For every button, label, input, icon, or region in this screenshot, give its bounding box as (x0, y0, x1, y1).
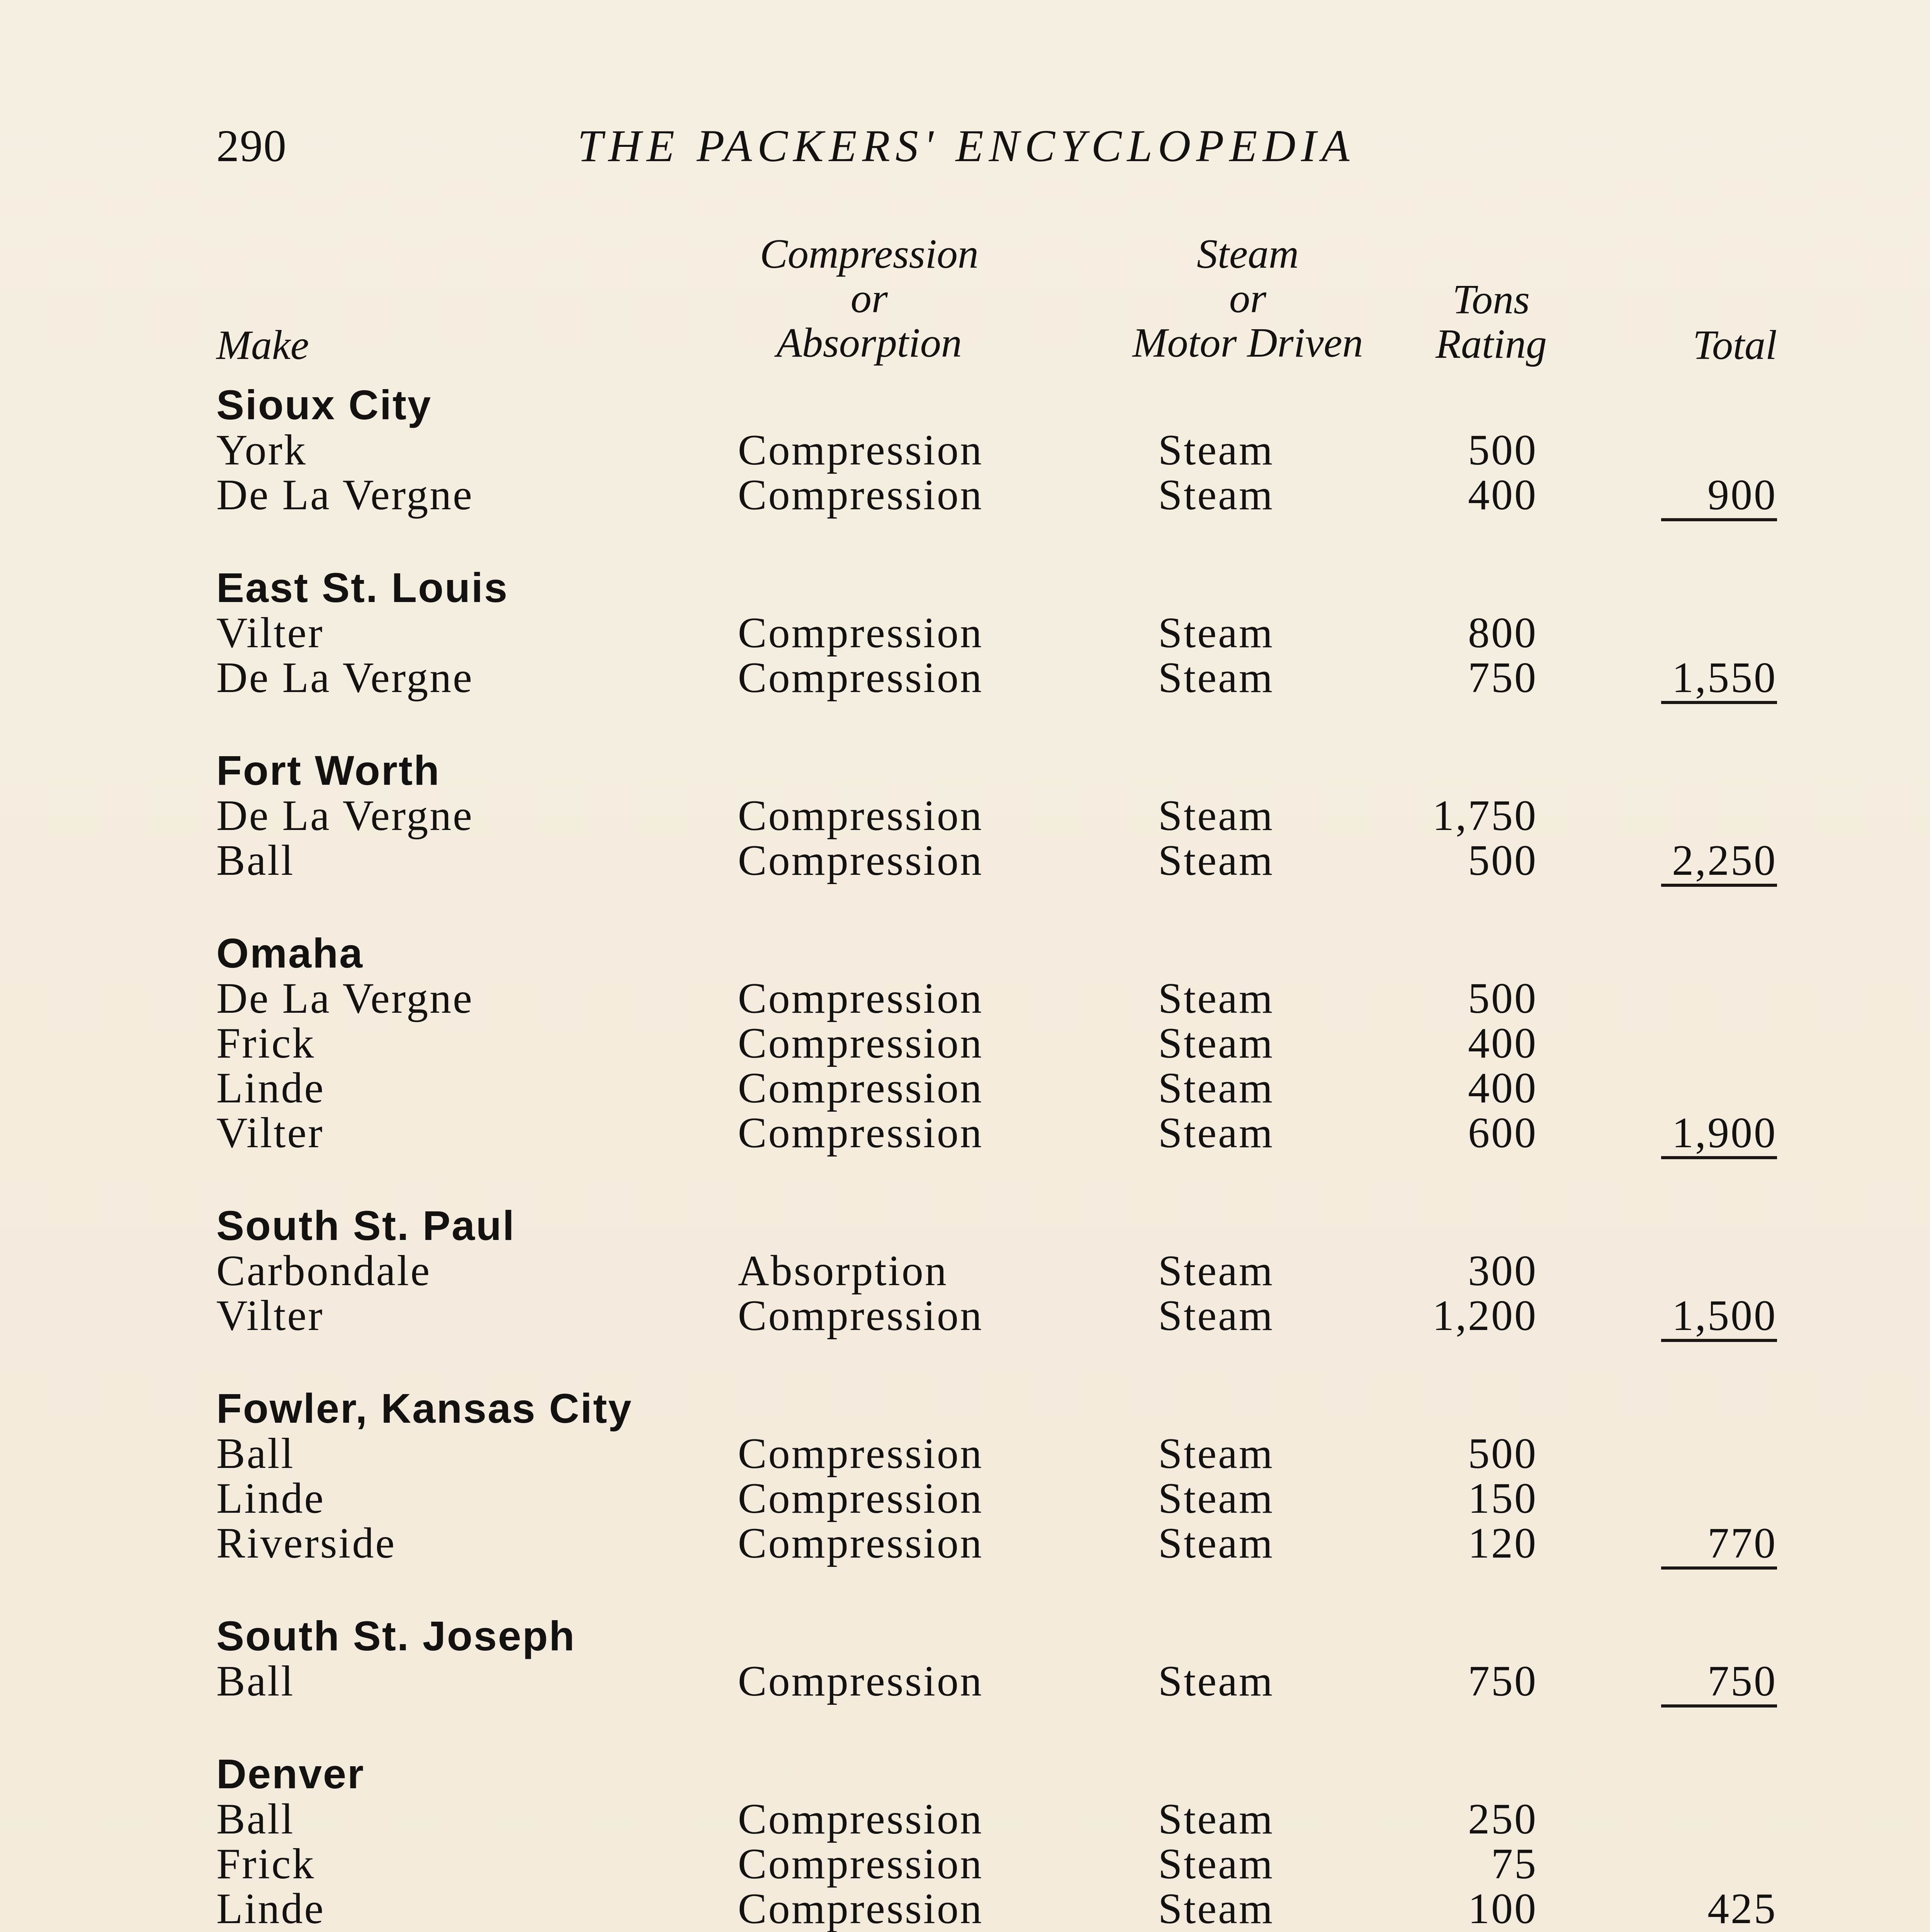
city-heading: Denver (216, 1750, 365, 1797)
cell-drive: Steam (1158, 1795, 1274, 1843)
header-compression (734, 232, 1004, 365)
cell-tons: 75 (1491, 1840, 1538, 1888)
table-row (0, 1656, 1930, 1705)
cell-drive: Steam (1158, 1109, 1274, 1157)
cell-make: Vilter (216, 1109, 324, 1157)
cell-drive: Steam (1158, 1430, 1274, 1478)
cell-make: York (216, 426, 307, 474)
table-row (0, 1839, 1930, 1888)
header-tons (1410, 277, 1572, 366)
city-heading: South St. Paul (216, 1202, 516, 1249)
table-row (0, 1019, 1930, 1067)
header-drive-line3: Motor Driven (1132, 320, 1363, 366)
cell-total: 750 (1707, 1657, 1777, 1705)
cell-tons: 120 (1468, 1519, 1538, 1567)
cell-make: Linde (216, 1885, 325, 1932)
header-compression-line2: or (850, 276, 888, 321)
cell-drive: Steam (1158, 792, 1274, 840)
city-heading: Omaha (216, 930, 364, 976)
cell-type: Absorption (738, 1247, 948, 1295)
running-title: THE PACKERS' ENCYCLOPEDIA (578, 121, 1355, 171)
cell-drive: Steam (1158, 1292, 1274, 1340)
cell-tons: 600 (1468, 1109, 1538, 1157)
table-row (0, 470, 1930, 519)
page-number: 290 (216, 121, 287, 171)
city-heading: South St. Joseph (216, 1612, 576, 1659)
cell-drive: Steam (1158, 1885, 1274, 1932)
cell-type: Compression (738, 471, 984, 519)
cell-make: De La Vergne (216, 471, 474, 519)
table-row (0, 1108, 1930, 1157)
cell-tons: 750 (1468, 1657, 1538, 1705)
header-tons-line1: Tons (1452, 277, 1530, 323)
cell-type: Compression (738, 1019, 984, 1067)
cell-tons: 400 (1468, 1019, 1538, 1067)
cell-make: Frick (216, 1840, 316, 1888)
cell-tons: 250 (1468, 1795, 1538, 1843)
header-drive (1093, 232, 1402, 365)
cell-type: Compression (738, 792, 984, 840)
cell-total: 1,500 (1672, 1292, 1777, 1340)
cell-total: 770 (1707, 1519, 1777, 1567)
column-headers (0, 232, 1930, 379)
table-row (0, 1429, 1930, 1478)
cell-tons: 300 (1468, 1247, 1538, 1295)
cell-total: 900 (1707, 471, 1777, 519)
table-row (0, 1474, 1930, 1522)
cell-tons: 1,750 (1432, 792, 1538, 840)
cell-tons: 500 (1468, 975, 1538, 1022)
cell-type: Compression (738, 1475, 984, 1522)
cell-make: Ball (216, 837, 295, 884)
cell-type: Compression (738, 975, 984, 1022)
table-row (0, 1519, 1930, 1567)
header-make-label: Make (216, 322, 309, 368)
cell-make: Carbondale (216, 1247, 432, 1295)
table-row (0, 1794, 1930, 1843)
cell-drive: Steam (1158, 1657, 1274, 1705)
city-heading: Fort Worth (216, 747, 440, 794)
cell-drive: Steam (1158, 1840, 1274, 1888)
cell-drive: Steam (1158, 471, 1274, 519)
table-row (0, 608, 1930, 657)
cell-make: Vilter (216, 609, 324, 657)
table-row (0, 653, 1930, 702)
cell-type: Compression (738, 837, 984, 884)
cell-total: 425 (1707, 1885, 1777, 1932)
cell-tons: 500 (1468, 426, 1538, 474)
table-row (0, 1063, 1930, 1112)
cell-type: Compression (738, 1109, 984, 1157)
cell-make: Linde (216, 1064, 325, 1112)
total-rule (1661, 518, 1777, 521)
header-drive-line1: Steam (1197, 231, 1299, 277)
cell-tons: 750 (1468, 654, 1538, 702)
city-heading: East St. Louis (216, 564, 509, 611)
running-head (216, 120, 1800, 178)
cell-make: Ball (216, 1795, 295, 1843)
cell-tons: 150 (1468, 1475, 1538, 1522)
table-row (0, 791, 1930, 840)
cell-type: Compression (738, 609, 984, 657)
cell-tons: 800 (1468, 609, 1538, 657)
header-drive-line2: or (1229, 276, 1267, 321)
total-rule (1661, 1704, 1777, 1708)
header-compression-line1: Compression (759, 231, 979, 277)
cell-type: Compression (738, 1840, 984, 1888)
cell-tons: 500 (1468, 837, 1538, 884)
cell-make: Riverside (216, 1519, 396, 1567)
cell-type: Compression (738, 1657, 984, 1705)
cell-type: Compression (738, 1430, 984, 1478)
cell-type: Compression (738, 1519, 984, 1567)
cell-drive: Steam (1158, 975, 1274, 1022)
header-total-label: Total (1692, 322, 1777, 368)
cell-drive: Steam (1158, 1247, 1274, 1295)
cell-drive: Steam (1158, 609, 1274, 657)
total-rule (1661, 1339, 1777, 1342)
cell-tons: 500 (1468, 1430, 1538, 1478)
header-make (216, 323, 309, 367)
cell-drive: Steam (1158, 1519, 1274, 1567)
table-row (0, 1291, 1930, 1340)
cell-tons: 400 (1468, 471, 1538, 519)
cell-drive: Steam (1158, 1064, 1274, 1112)
cell-make: Vilter (216, 1292, 324, 1340)
header-compression-line3: Absorption (776, 320, 962, 366)
table-row (0, 1884, 1930, 1932)
cell-make: Ball (216, 1430, 295, 1478)
cell-make: De La Vergne (216, 792, 474, 840)
city-heading: Sioux City (216, 381, 432, 428)
cell-make: De La Vergne (216, 975, 474, 1022)
cell-drive: Steam (1158, 837, 1274, 884)
header-total (1576, 323, 1777, 367)
cell-drive: Steam (1158, 1019, 1274, 1067)
cell-make: Linde (216, 1475, 325, 1522)
cell-type: Compression (738, 654, 984, 702)
cell-drive: Steam (1158, 654, 1274, 702)
cell-total: 2,250 (1672, 837, 1777, 884)
cell-tons: 400 (1468, 1064, 1538, 1112)
cell-type: Compression (738, 1064, 984, 1112)
total-rule (1661, 701, 1777, 704)
table-row (0, 836, 1930, 884)
table-row (0, 1246, 1930, 1295)
total-rule (1661, 1156, 1777, 1159)
cell-make: Ball (216, 1657, 295, 1705)
cell-tons: 100 (1468, 1885, 1538, 1932)
cell-make: De La Vergne (216, 654, 474, 702)
cell-type: Compression (738, 1292, 984, 1340)
cell-type: Compression (738, 1885, 984, 1932)
cell-drive: Steam (1158, 1475, 1274, 1522)
total-rule (1661, 884, 1777, 887)
total-rule (1661, 1566, 1777, 1570)
cell-total: 1,900 (1672, 1109, 1777, 1157)
cell-drive: Steam (1158, 426, 1274, 474)
table-row (0, 974, 1930, 1022)
cell-tons: 1,200 (1432, 1292, 1538, 1340)
cell-type: Compression (738, 1795, 984, 1843)
city-heading: Fowler, Kansas City (216, 1385, 633, 1432)
header-tons-line2: Rating (1436, 321, 1547, 367)
cell-make: Frick (216, 1019, 316, 1067)
cell-total: 1,550 (1672, 654, 1777, 702)
table-row (0, 425, 1930, 474)
cell-type: Compression (738, 426, 984, 474)
